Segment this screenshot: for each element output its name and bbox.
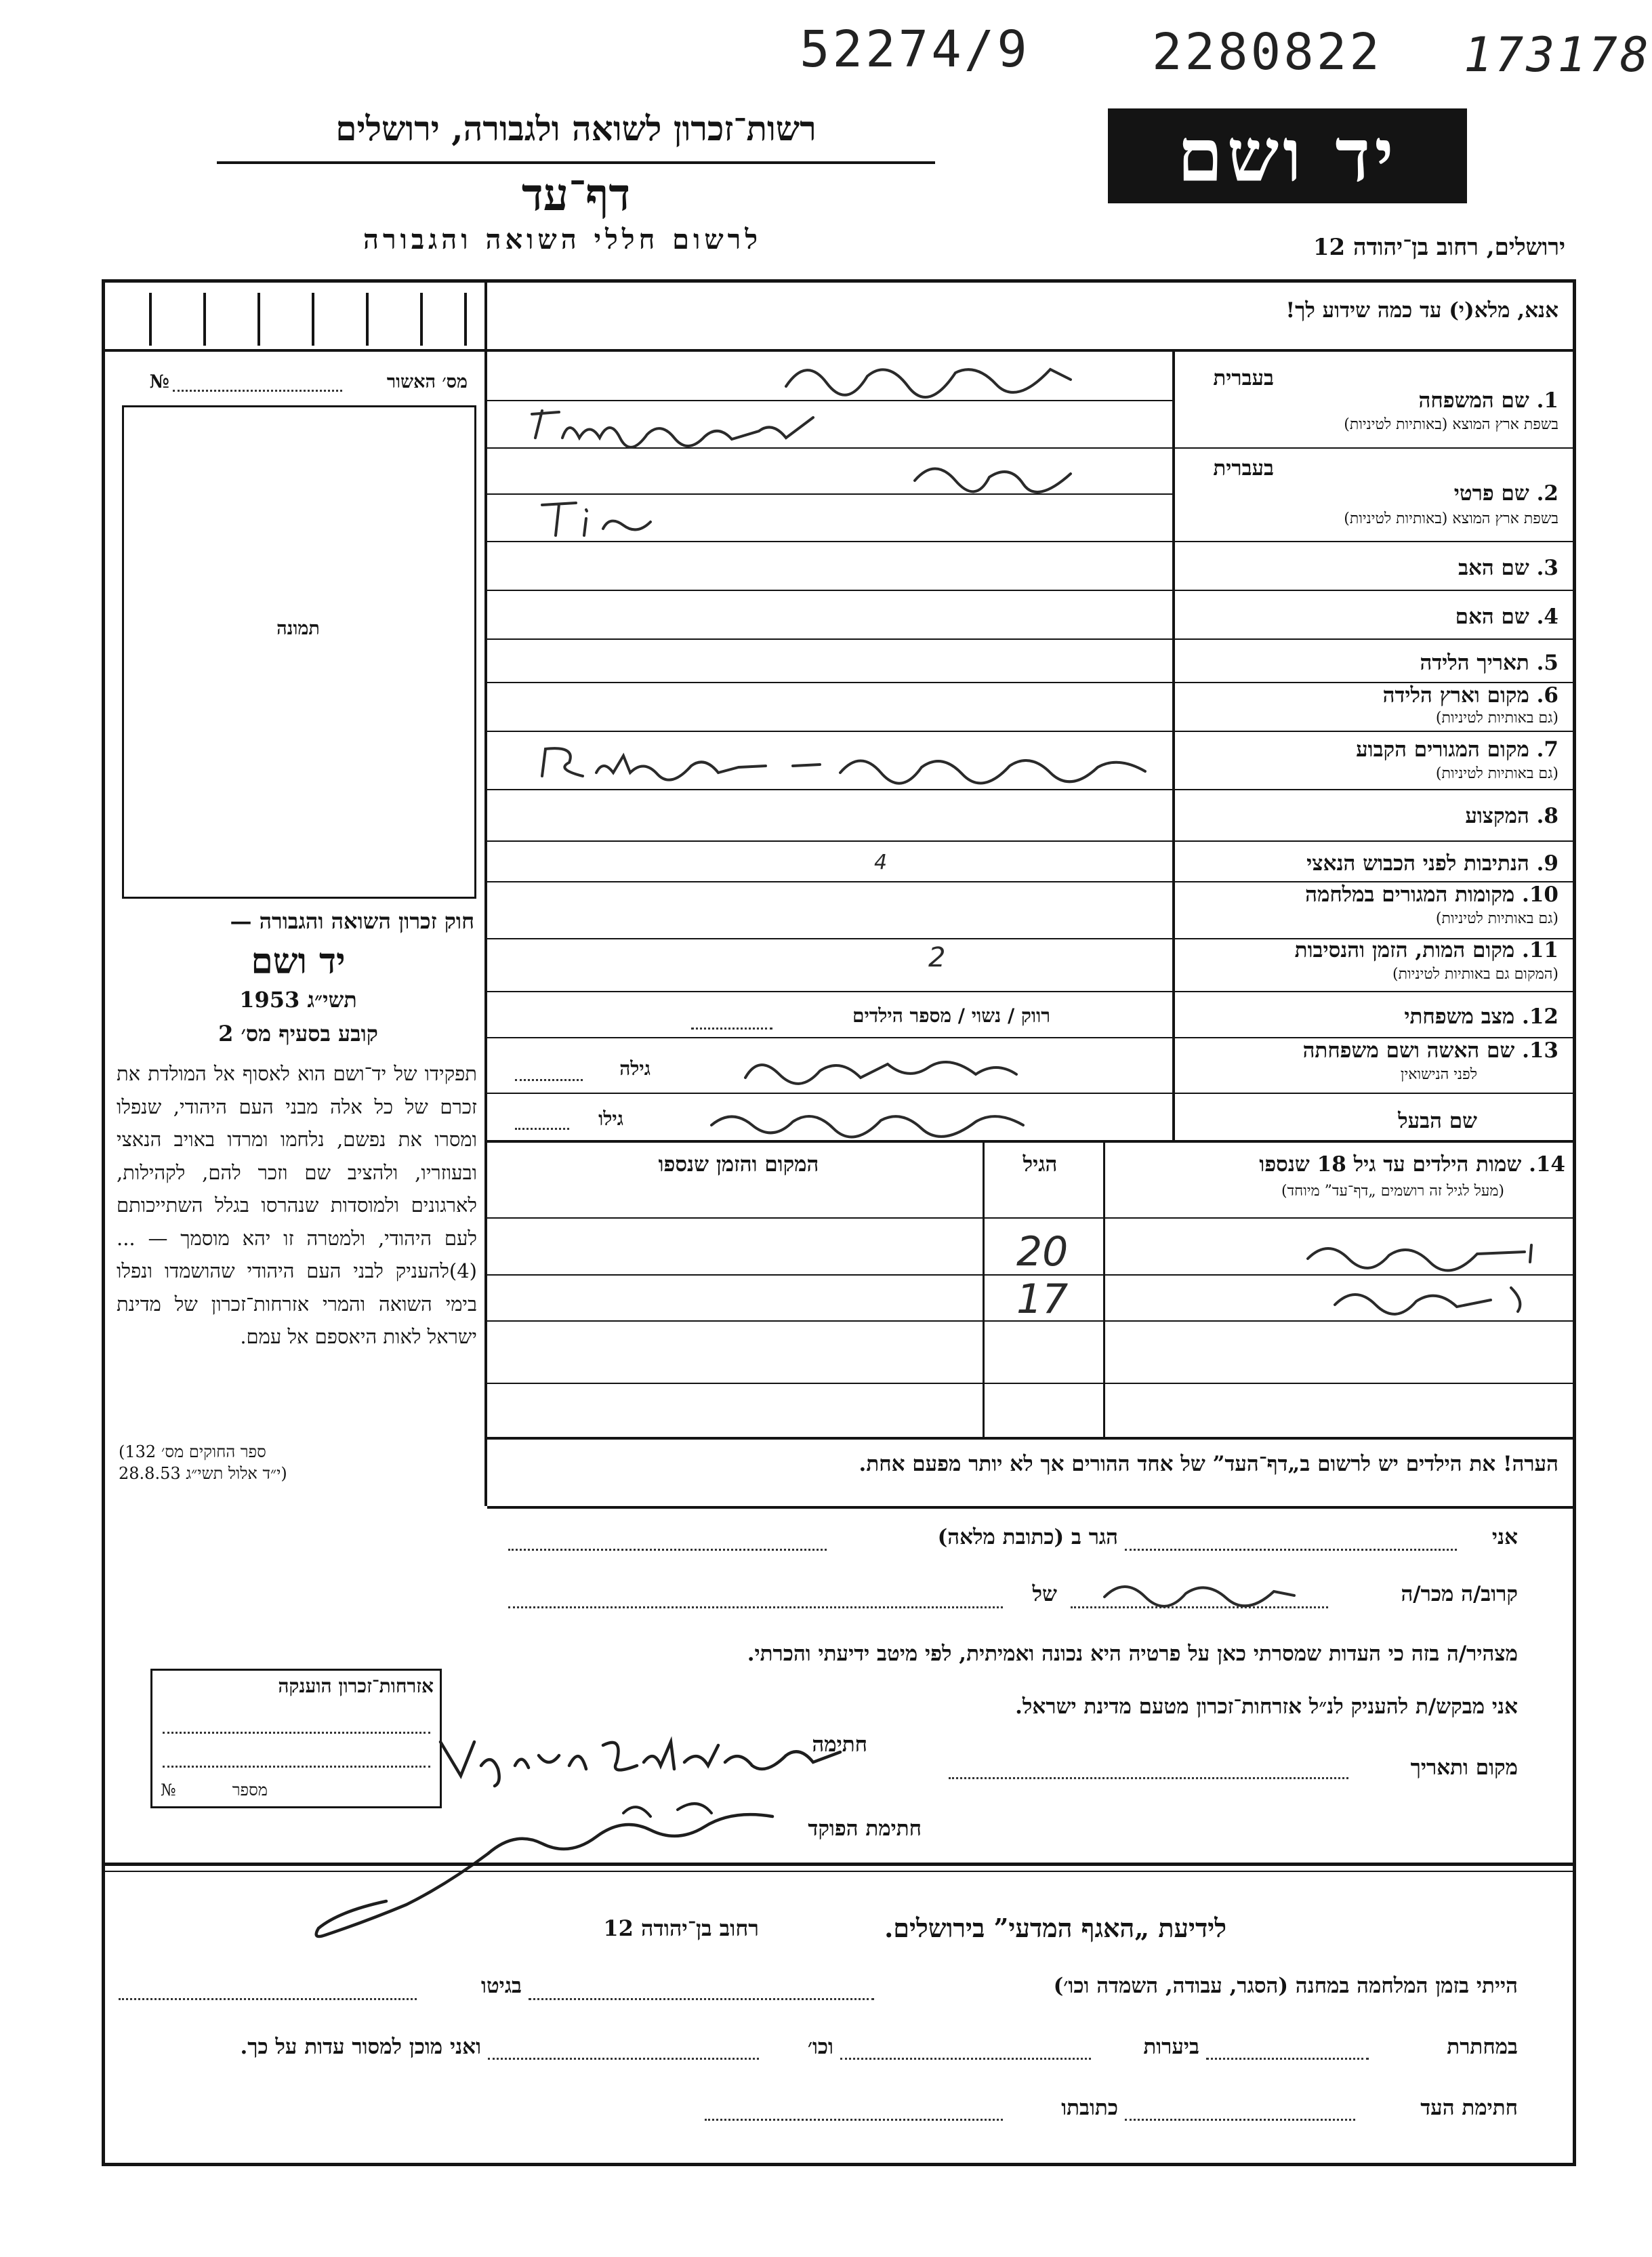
label-husband-name: שם הבעל	[1398, 1109, 1477, 1133]
label-wartime-residence-latin: (גם באותיות לטיניות)	[1435, 910, 1558, 927]
handwriting-first-name-hebrew	[908, 450, 1084, 497]
label-wartime-residence: 10. מקומות המגורים במלחמה	[1305, 882, 1558, 907]
handwriting-residence	[535, 739, 1165, 793]
handwriting-child-1-name	[1301, 1228, 1545, 1276]
handwriting-child-2-name	[1328, 1274, 1545, 1322]
authority-underline	[217, 161, 935, 164]
label-birth-place-latin: (גם באותיות לטיניות)	[1435, 710, 1558, 727]
column-place-time: המקום והזמן שנספו	[658, 1152, 819, 1177]
label-mother-name: 4. שם האם	[1455, 605, 1558, 629]
yad-vashem-logo: יד ושם	[1108, 108, 1467, 203]
label-hebrew-1: בעברית	[1213, 366, 1274, 390]
label-children: 14. שמות הילדים עד גיל 18 שנספו	[1259, 1152, 1565, 1177]
approval-number-dots	[173, 390, 342, 392]
of-dots	[508, 1606, 1003, 1608]
law-text: תפקידו של יד־ושם הוא לאסוף אל המולדת את זכרם של כל אלה מבני העם היהודי, שנפלו ומסרו את נפשם, נלחמו ומרדו באויב הנאצי ובעוזריו, ולהציב שם וזכר להם, לקהילות, לארגונים ולמוסדות שנהרסו בגלל השתייכותם לעם היהודי, ולמטרה זו יהא מוסמך — ...(4)להעניק לבני העם היהודי שהושמדו ונפלו בימי השואה והמרי אזרחות־זכרון של מדינת ישראל לאות היאספם אל עמם.	[117, 1062, 477, 1348]
husband-age-dots	[515, 1128, 569, 1130]
form-title: דף־עד	[521, 168, 631, 221]
label-birth-date: 5. תאריך הלידה	[1420, 651, 1558, 675]
willing-testify-label: ואני מוכן למסור עדות על כך.	[240, 2035, 481, 2059]
citizenship-box	[150, 1669, 442, 1808]
label-permanent-residence: 7. מקום המגורים הקבוע	[1356, 737, 1558, 762]
declaration-statement: מצהיר/ה בזה כי העדות שמסרתי כאן על פרטיה היא נכונה ואמיתית, לפי מיטב ידיעתי והכרתי.	[747, 1642, 1518, 1666]
label-children-sub: (מעל לגיל זה רושמים „דף־עד” מיוחד)	[1281, 1183, 1504, 1200]
label-first-name-latin: בשפת ארץ המוצא (באותיות לטיניות)	[1344, 510, 1558, 527]
place-date-label: מקום ותאריך	[1410, 1755, 1518, 1780]
label-hebrew-2: בעברית	[1213, 456, 1274, 481]
officer-signature-label: חתימת הפוקד	[808, 1816, 922, 1841]
citizenship-number-symbol: №	[161, 1781, 176, 1800]
law-reference-1: (ספר החוקים מס׳ 132	[119, 1442, 266, 1461]
child-1-age: 20	[1016, 1228, 1069, 1276]
label-wife-name: 13. שם האשה ושם משפחתה	[1302, 1038, 1558, 1063]
bottom-address: רחוב בן־יהודה 12	[603, 1915, 759, 1941]
entry-death-place: 2	[928, 942, 946, 973]
label-death-place-latin: (המקום גם באותיות לטיניות)	[1392, 966, 1558, 983]
law-title: חוק זכרון השואה והגבורה —	[230, 908, 474, 934]
forests-dots	[840, 2058, 1091, 2060]
label-father-name: 3. שם האב	[1458, 556, 1558, 580]
signature-label: חתימה	[812, 1732, 867, 1757]
camp-label: הייתי בזמן המלחמה במחנה (הסגר, עבודה, השמדה וכו׳)	[1053, 1974, 1518, 1998]
declarant-label: אני	[1491, 1525, 1518, 1549]
handwriting-husband-name	[705, 1095, 1044, 1142]
label-wife-maiden: לפני הנישואין	[1400, 1066, 1477, 1083]
underground-dots	[1206, 2058, 1369, 2060]
tick-boxes	[122, 293, 474, 346]
left-panel-border	[484, 279, 487, 1506]
child-2-age: 17	[1016, 1276, 1069, 1323]
forests-label: ביערות	[1143, 2035, 1199, 2059]
form-instruction: אנא, מלא(י) עד כמה שידוע לך!	[1285, 298, 1558, 323]
witness-address-dots	[705, 2119, 1003, 2121]
label-marital-status: 12. מצב משפחתי	[1404, 1004, 1558, 1029]
record-number: 2280822	[1152, 23, 1382, 81]
underground-label: במחתרת	[1447, 2035, 1518, 2059]
wife-age-label: גילה	[619, 1057, 651, 1080]
wife-age-dots	[515, 1079, 583, 1081]
label-death-place: 11. מקום המות, הזמן והנסיבות	[1294, 938, 1558, 962]
witness-signature-label: חתימת העד	[1420, 2096, 1518, 2120]
form-subtitle: לרשום חללי השואה והגבורה	[363, 224, 762, 256]
of-label: של	[1032, 1582, 1057, 1606]
husband-age-label: גילו	[598, 1107, 623, 1130]
relative-label: קרוב/ה מכר/ה	[1401, 1582, 1518, 1606]
label-column-border	[1172, 349, 1175, 1140]
handwriting-wife-name	[739, 1044, 1023, 1091]
approval-number-label: מס׳ האשור	[386, 371, 468, 392]
marital-status-options: רווק / נשוי / מספר הילדים	[852, 1004, 1050, 1027]
photo-label: תמונה	[276, 618, 320, 639]
label-permanent-residence-latin: (גם באותיות לטיניות)	[1435, 765, 1558, 782]
label-profession: 8. המקצוע	[1465, 804, 1558, 828]
witness-address-label: כתובתו	[1061, 2096, 1118, 2120]
label-family-name: 1. שם המשפחה	[1418, 388, 1558, 413]
label-pre-occupation: 9. הנתיבות לפני הכבוש הנאצי	[1306, 851, 1558, 876]
ghetto-label: בגיטו	[481, 1974, 522, 1998]
label-family-name-latin: בשפת ארץ המוצא (באותיות לטיניות)	[1344, 416, 1558, 433]
bottom-title: לידיעת „האגף המדעי” בירושלים.	[884, 1913, 1226, 1943]
handwriting-family-name-latin	[529, 404, 827, 451]
label-first-name: 2. שם פרטי	[1453, 481, 1558, 506]
resides-label: הגר ב (כתובת מלאה)	[937, 1525, 1118, 1549]
law-year: תשי״ג 1953	[239, 987, 357, 1013]
etc-dots	[488, 2058, 759, 2060]
corner-number: 173178	[1464, 27, 1651, 83]
law-clause: קובע בסעיף מס׳ 2	[218, 1021, 378, 1046]
children-note: הערה! את הילדים יש לרשום ב„דף־העד” של אחד ההורים אך לא יותר מפעם אחת.	[859, 1452, 1558, 1476]
bottom-divider	[102, 1863, 1576, 1866]
entry-pre-occupation: 4	[874, 851, 888, 874]
witness-signature-dots	[1125, 2119, 1355, 2121]
citizenship-title: אזרחות־זכרון הוענקה	[278, 1675, 434, 1697]
label-birth-place: 6. מקום וארץ הלידה	[1382, 683, 1558, 708]
handwriting-relation	[1098, 1570, 1301, 1610]
children-count-dots	[691, 1028, 772, 1030]
approval-number-symbol: №	[149, 371, 169, 392]
column-age: הגיל	[1023, 1152, 1058, 1177]
camp-dots	[529, 1998, 874, 2000]
citizenship-line-2	[163, 1766, 430, 1768]
address-dots	[508, 1549, 827, 1551]
signature-witness	[434, 1728, 854, 1789]
law-name: יד ושם	[251, 941, 346, 982]
declarant-name-dots	[1125, 1549, 1457, 1551]
header-address: ירושלים, רחוב בן־יהודה 12	[1313, 234, 1565, 261]
archive-number: 52274/9	[800, 20, 1030, 79]
handwriting-family-name-hebrew	[779, 349, 1077, 403]
declaration-request: אני מבקש/ת להעניק לנ״ל אזרחות־זכרון מטעם מדינת ישראל.	[1015, 1694, 1518, 1719]
citizenship-number-label: מספר	[232, 1781, 268, 1800]
ghetto-dots	[119, 1998, 417, 2000]
etc-label: וכו׳	[807, 2035, 833, 2059]
law-reference-2: י״ד אלול תשי״ג 28.8.53)	[119, 1464, 287, 1483]
citizenship-line-1	[163, 1732, 430, 1734]
handwriting-first-name-latin	[535, 495, 671, 542]
authority-name: רשות־זכרון לשואה ולגבורה, ירושלים	[335, 108, 817, 148]
place-date-dots	[949, 1777, 1348, 1779]
